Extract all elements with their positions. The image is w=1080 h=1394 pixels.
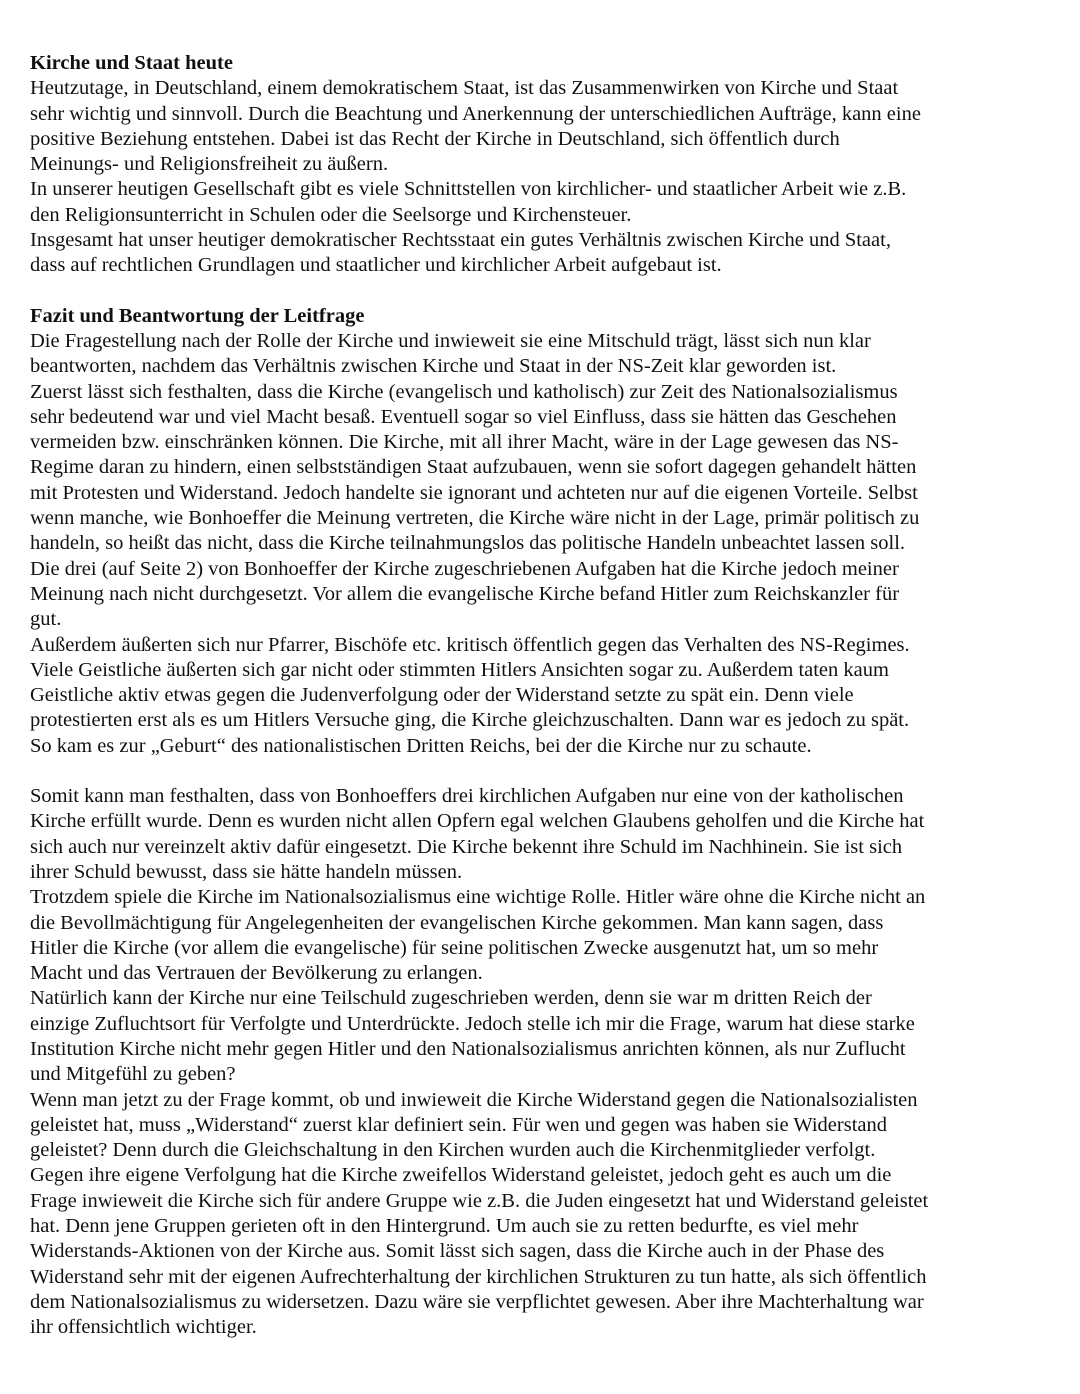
text-line: Meinung nach nicht durchgesetzt. Vor allem die evangelische Kirche befand Hitler zum Reichskanzler für [30, 582, 900, 605]
text-line: den Religionsunterricht in Schulen oder die Seelsorge und Kirchensteuer. [30, 203, 632, 226]
text-line: Regime daran zu hindern, einen selbstständigen Staat aufzubauen, wenn sie sofort dagegen gehandelt hätten [30, 456, 917, 479]
text-line: Institution Kirche nicht mehr gegen Hitler und den Nationalsozialismus anrichten können, als nur Zuflucht [30, 1037, 906, 1060]
text-line: Außerdem äußerten sich nur Pfarrer, Bischöfe etc. kritisch öffentlich gegen das Verhalten des NS-Regimes. [30, 633, 910, 656]
text-line: Die Fragestellung nach der Rolle der Kirche und inwieweit sie eine Mitschuld trägt, lässt sich nun klar [30, 329, 871, 352]
text-line: protestierten erst als es um Hitlers Versuche ging, die Kirche gleichzuschalten. Dann war es jedoch zu spät. [30, 709, 910, 732]
text-line: Kirche erfüllt wurde. Denn es wurden nicht allen Opfern egal welchen Glaubens geholfen und die Kirche hat [30, 810, 925, 833]
text-line: und Mitgefühl zu geben? [30, 1063, 236, 1086]
text-line: beantworten, nachdem das Verhältnis zwischen Kirche und Staat in der NS-Zeit klar geworden ist. [30, 355, 837, 378]
text-line: Trotzdem spiele die Kirche im Nationalsozialismus eine wichtige Rolle. Hitler wäre ohne die Kirche nicht an [30, 886, 926, 909]
text-line: mit Protesten und Widerstand. Jedoch handelte sie ignorant und achteten nur auf die eigenen Vorteile. Selbst [30, 481, 918, 504]
text-line: Insgesamt hat unser heutiger demokratischer Rechtsstaat ein gutes Verhältnis zwischen Kirche und Staat, [30, 229, 891, 252]
text-line: Heutzutage, in Deutschland, einem demokratischem Staat, ist das Zusammenwirken von Kirche und Staat [30, 77, 899, 100]
text-line: dem Nationalsozialismus zu widersetzen. Dazu wäre sie verpflichtet gewesen. Aber ihre Machterhaltung war [30, 1290, 924, 1313]
section-heading-kirche-und-staat: Kirche und Staat heute [30, 52, 233, 74]
text-line: Viele Geistliche äußerten sich gar nicht oder stimmten Hitlers Ansichten sogar zu. Außerdem taten kaum [30, 658, 889, 681]
text-line: In unserer heutigen Gesellschaft gibt es viele Schnittstellen von kirchlicher- und staatlicher Arbeit wie z.B. [30, 178, 907, 201]
text-line: Zuerst lässt sich festhalten, dass die Kirche (evangelisch und katholisch) zur Zeit des Nationalsozialismus [30, 380, 898, 403]
text-line: Macht und das Vertrauen der Bevölkerung zu erlangen. [30, 962, 483, 985]
text-line: dass auf rechtlichen Grundlagen und staatlicher und kirchlicher Arbeit aufgebaut ist. [30, 254, 722, 277]
section-heading-fazit: Fazit und Beantwortung der Leitfrage [30, 304, 365, 327]
text-line: wenn manche, wie Bonhoeffer die Meinung vertreten, die Kirche wäre nicht in der Lage, primär politisch zu [30, 507, 920, 530]
text-line: gut. [30, 608, 62, 631]
text-line: Widerstands-Aktionen von der Kirche aus. Somit lässt sich sagen, dass die Kirche auch in der Phase des [30, 1240, 885, 1263]
paragraph-gap [30, 759, 1040, 784]
text-line: vermeiden bzw. einschränken können. Die Kirche, mit all ihrer Macht, wäre in der Lage gewesen das NS- [30, 431, 899, 454]
text-line: Gegen ihre eigene Verfolgung hat die Kirche zweifellos Widerstand geleistet, jedoch geht es auch um die [30, 1164, 892, 1187]
text-line: positive Beziehung entstehen. Dabei ist das Recht der Kirche in Deutschland, sich öffentlich durch [30, 127, 840, 150]
section-body-conclusion [30, 784, 1040, 1341]
text-line: ihr offensichtlich wichtiger. [30, 1316, 257, 1339]
text-line: geleistet? Denn durch die Gleichschaltung in den Kirchen wurden auch die Kirchenmitglieder verfolgt. [30, 1139, 876, 1162]
text-line: Die drei (auf Seite 2) von Bonhoeffer der Kirche zugeschriebenen Aufgaben hat die Kirche jedoch meiner [30, 557, 899, 580]
text-line: sehr wichtig und sinnvoll. Durch die Beachtung und Anerkennung der unterschiedlichen Aufträge, kann eine [30, 102, 921, 125]
text-line: So kam es zur „Geburt“ des nationalistischen Dritten Reichs, bei der die Kirche nur zu schaute. [30, 734, 812, 757]
text-line: Widerstand sehr mit der eigenen Aufrechterhaltung der kirchlichen Strukturen zu tun hatte, als sich öffentlich [30, 1265, 927, 1288]
text-line: die Bevollmächtigung für Angelegenheiten der evangelischen Kirche gekommen. Man kann sagen, dass [30, 911, 884, 934]
text-line: hat. Denn jene Gruppen gerieten oft in den Hintergrund. Um auch sie zu retten bedurfte, es viel mehr [30, 1215, 859, 1238]
text-line: Somit kann man festhalten, dass von Bonhoeffers drei kirchlichen Aufgaben nur eine von der katholischen [30, 785, 904, 808]
text-line: sehr bedeutend war und viel Macht besaß. Eventuell sogar so viel Einfluss, dass sie hätten das Geschehen [30, 405, 897, 428]
text-line: einzige Zufluchtsort für Verfolgte und Unterdrückte. Jedoch stelle ich mir die Frage, warum hat diese starke [30, 1012, 915, 1035]
text-line: Geistliche aktiv etwas gegen die Judenverfolgung oder der Widerstand setzte zu spät ein. Denn viele [30, 684, 854, 707]
section-body-fazit [30, 329, 1040, 759]
text-line: handeln, so heißt das nicht, dass die Kirche teilnahmungslos das politische Handeln unbeachtet lassen soll. [30, 532, 906, 555]
text-line: Frage inwieweit die Kirche sich für andere Gruppe wie z.B. die Juden eingesetzt hat und Widerstand geleistet [30, 1189, 929, 1212]
text-line: ihrer Schuld bewusst, dass sie hätte handeln müssen. [30, 860, 463, 883]
text-line: sich auch nur vereinzelt aktiv dafür eingesetzt. Die Kirche bekennt ihre Schuld im Nachhinein. Sie ist sich [30, 835, 903, 858]
text-line: Hitler die Kirche (vor allem die evangelische) für seine politischen Zwecke ausgenutzt hat, um so mehr [30, 936, 879, 959]
section-body-kirche-und-staat [30, 76, 1040, 278]
text-line: Natürlich kann der Kirche nur eine Teilschuld zugeschrieben werden, denn sie war m dritten Reich der [30, 987, 872, 1010]
text-line: geleistet hat, muss „Widerstand“ zuerst klar definiert sein. Für wen und gegen was haben sie Widerstand [30, 1113, 888, 1136]
text-line: Meinungs- und Religionsfreiheit zu äußern. [30, 153, 389, 176]
text-line: Wenn man jetzt zu der Frage kommt, ob und inwieweit die Kirche Widerstand gegen die Nationalsozialisten [30, 1088, 918, 1111]
paragraph-gap [30, 279, 1040, 304]
